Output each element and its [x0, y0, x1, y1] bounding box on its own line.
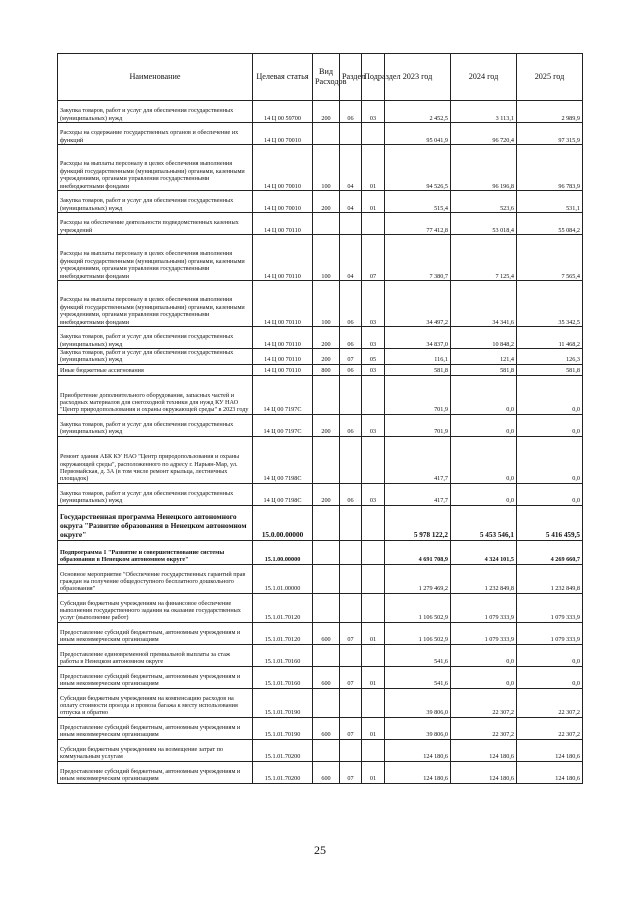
row-target-article: 15.1.00.00000	[253, 540, 313, 564]
row-value-2025: 11 468,2	[517, 327, 583, 349]
row-expense-type: 800	[313, 364, 340, 375]
row-expense-type: 200	[313, 101, 340, 123]
row-subsection: 03	[362, 327, 385, 349]
row-value-2023: 94 526,5	[385, 145, 451, 191]
row-target-article: 15.1.01.70120	[253, 593, 313, 622]
row-expense-type: 600	[313, 717, 340, 739]
header-2025: 2025 год	[517, 54, 583, 101]
row-value-2023: 417,7	[385, 483, 451, 505]
row-value-2023: 541,6	[385, 644, 451, 666]
row-expense-type: 100	[313, 281, 340, 327]
row-value-2025: 35 342,5	[517, 281, 583, 327]
row-value-2023: 116,1	[385, 349, 451, 365]
row-target-article: 14 Ц 00 70110	[253, 213, 313, 235]
row-target-article: 15.0.00.00000	[253, 505, 313, 540]
row-value-2025: 0,0	[517, 644, 583, 666]
row-value-2025: 124 180,6	[517, 739, 583, 761]
table-header-row	[58, 54, 583, 101]
row-expense-type	[313, 436, 340, 483]
row-name: Расходы на выплаты персоналу в целях обеспечения выполнения функций государственными (муниципальными) органами, казенными учреждениями, органами управления государственными внебюджетными фондами	[58, 235, 253, 281]
row-value-2024: 53 018,4	[451, 213, 517, 235]
table-row	[58, 564, 583, 593]
row-name: Закупка товаров, работ и услуг для обеспечения государственных (муниципальных) нужд	[58, 191, 253, 213]
row-value-2025: 0,0	[517, 483, 583, 505]
table-row	[58, 761, 583, 783]
row-section: 06	[340, 101, 362, 123]
row-target-article: 14 Ц 00 70110	[253, 235, 313, 281]
row-name: Государственная программа Ненецкого автономного округа "Развитие образования в Ненецком автономном округе"	[58, 505, 253, 540]
row-value-2024: 7 125,4	[451, 235, 517, 281]
header-expense-type: Вид Расходов	[313, 54, 340, 101]
table-body	[58, 101, 583, 784]
row-subsection	[362, 375, 385, 414]
row-value-2024: 4 324 101,5	[451, 540, 517, 564]
header-2024: 2024 год	[451, 54, 517, 101]
row-value-2024: 1 079 333,9	[451, 593, 517, 622]
header-2023: 2023 год	[385, 54, 451, 101]
row-value-2025: 1 079 333,9	[517, 622, 583, 644]
row-target-article: 14 Ц 00 7197С	[253, 375, 313, 414]
row-name: Субсидии бюджетным учреждениям на возмещение затрат по коммунальным услугам	[58, 739, 253, 761]
row-subsection: 03	[362, 364, 385, 375]
row-value-2025: 581,8	[517, 364, 583, 375]
row-subsection: 03	[362, 414, 385, 436]
table-row	[58, 349, 583, 365]
row-subsection: 07	[362, 235, 385, 281]
row-name: Расходы на выплаты персоналу в целях обеспечения выполнения функций государственными (муниципальными) органами, казенными учреждениями, органами управления государственными внебюджетными фондами	[58, 281, 253, 327]
row-name: Закупка товаров, работ и услуг для обеспечения государственных (муниципальных) нужд	[58, 483, 253, 505]
table-row	[58, 483, 583, 505]
row-name: Закупка товаров, работ и услуг для обеспечения государственных (муниципальных) нужд	[58, 414, 253, 436]
row-target-article: 15.1.01.70120	[253, 622, 313, 644]
row-value-2023: 39 806,0	[385, 688, 451, 717]
row-section	[340, 505, 362, 540]
row-name: Закупка товаров, работ и услуг для обеспечения государственных (муниципальных) нужд	[58, 101, 253, 123]
row-expense-type	[313, 593, 340, 622]
row-section: 07	[340, 717, 362, 739]
row-section	[340, 739, 362, 761]
row-name: Подпрограмма 1 "Развитие и совершенствование системы образования в Ненецком автономном округе"	[58, 540, 253, 564]
row-section: 07	[340, 666, 362, 688]
row-value-2024: 96 720,4	[451, 123, 517, 145]
row-value-2023: 2 452,5	[385, 101, 451, 123]
row-subsection	[362, 213, 385, 235]
row-section	[340, 213, 362, 235]
row-value-2024: 0,0	[451, 644, 517, 666]
row-expense-type: 200	[313, 483, 340, 505]
row-section: 04	[340, 191, 362, 213]
row-target-article: 15.1.01.70200	[253, 739, 313, 761]
row-value-2024: 121,4	[451, 349, 517, 365]
row-value-2025: 55 084,2	[517, 213, 583, 235]
row-subsection: 01	[362, 717, 385, 739]
row-value-2025: 0,0	[517, 436, 583, 483]
table-row	[58, 213, 583, 235]
row-subsection: 01	[362, 191, 385, 213]
row-section: 06	[340, 364, 362, 375]
table-row	[58, 739, 583, 761]
row-target-article: 15.1.01.70190	[253, 688, 313, 717]
row-name: Иные бюджетные ассигнования	[58, 364, 253, 375]
row-target-article: 15.1.01.70190	[253, 717, 313, 739]
table-row	[58, 622, 583, 644]
table-row	[58, 688, 583, 717]
row-value-2025: 0,0	[517, 666, 583, 688]
row-section	[340, 564, 362, 593]
row-subsection	[362, 593, 385, 622]
row-target-article: 14 Ц 00 70010	[253, 145, 313, 191]
row-subsection: 03	[362, 101, 385, 123]
row-target-article: 14 Ц 00 70110	[253, 349, 313, 365]
row-section	[340, 688, 362, 717]
row-value-2023: 5 978 122,2	[385, 505, 451, 540]
row-value-2025: 0,0	[517, 414, 583, 436]
table-row	[58, 375, 583, 414]
row-expense-type: 600	[313, 666, 340, 688]
row-name: Основное мероприятие "Обеспечение государственных гарантий прав граждан на получение общедоступного бесплатного дошкольного образования"	[58, 564, 253, 593]
table-row	[58, 191, 583, 213]
row-subsection	[362, 540, 385, 564]
row-section	[340, 375, 362, 414]
row-value-2024: 34 341,6	[451, 281, 517, 327]
row-expense-type	[313, 375, 340, 414]
row-name: Субсидии бюджетным учреждениям на финансовое обеспечение выполнения государственного задания на оказание государственных услуг (выполнение работ)	[58, 593, 253, 622]
row-value-2023: 34 497,2	[385, 281, 451, 327]
row-value-2023: 39 806,0	[385, 717, 451, 739]
row-subsection: 01	[362, 761, 385, 783]
row-section	[340, 644, 362, 666]
row-value-2024: 0,0	[451, 436, 517, 483]
row-value-2025: 0,0	[517, 375, 583, 414]
row-value-2023: 701,9	[385, 375, 451, 414]
row-subsection	[362, 436, 385, 483]
row-target-article: 14 Ц 00 7198С	[253, 483, 313, 505]
header-target-article: Целевая статья	[253, 54, 313, 101]
table-row	[58, 644, 583, 666]
row-subsection: 01	[362, 622, 385, 644]
row-expense-type: 200	[313, 349, 340, 365]
row-subsection	[362, 739, 385, 761]
row-expense-type: 200	[313, 414, 340, 436]
row-name: Субсидии бюджетным учреждениям на компенсацию расходов на оплату стоимости проезда и провоза багажа к месту использования отпуска и обратно	[58, 688, 253, 717]
row-subsection	[362, 564, 385, 593]
row-value-2025: 96 783,9	[517, 145, 583, 191]
row-target-article: 15.1.01.00000	[253, 564, 313, 593]
row-name: Предоставление субсидий бюджетным, автономным учреждениям и иным некоммерческим организациям	[58, 622, 253, 644]
row-value-2023: 1 106 502,9	[385, 593, 451, 622]
row-value-2023: 541,6	[385, 666, 451, 688]
row-expense-type	[313, 505, 340, 540]
row-expense-type: 600	[313, 761, 340, 783]
row-value-2024: 124 180,6	[451, 761, 517, 783]
table-row	[58, 666, 583, 688]
row-value-2023: 124 180,6	[385, 739, 451, 761]
row-expense-type	[313, 540, 340, 564]
row-value-2025: 5 416 459,5	[517, 505, 583, 540]
row-value-2023: 77 412,8	[385, 213, 451, 235]
row-section	[340, 123, 362, 145]
row-name: Расходы на выплаты персоналу в целях обеспечения выполнения функций государственными (муниципальными) органами, казенными учреждениями, органами управления государственными внебюджетными фондами	[58, 145, 253, 191]
table-row	[58, 123, 583, 145]
row-value-2024: 22 307,2	[451, 688, 517, 717]
row-target-article: 14 Ц 00 70010	[253, 191, 313, 213]
row-target-article: 14 Ц 00 70010	[253, 123, 313, 145]
row-name: Предоставление субсидий бюджетным, автономным учреждениям и иным некоммерческим организациям	[58, 717, 253, 739]
row-name: Ремонт здания АБК КУ НАО "Центр природопользования и охраны окружающей среды", расположенного по адресу г. Нарьян-Мар, ул. Первомайская, д. 3А (в том числе ремонт крыльца, лестничных площадок)	[58, 436, 253, 483]
row-target-article: 14 Ц 00 7198С	[253, 436, 313, 483]
row-value-2025: 97 315,9	[517, 123, 583, 145]
row-value-2023: 581,8	[385, 364, 451, 375]
row-value-2024: 10 848,2	[451, 327, 517, 349]
row-value-2025: 22 307,2	[517, 717, 583, 739]
row-subsection: 01	[362, 666, 385, 688]
row-value-2024: 523,6	[451, 191, 517, 213]
row-name: Расходы на содержание государственных органов и обеспечение их функций	[58, 123, 253, 145]
row-section: 07	[340, 761, 362, 783]
row-target-article: 14 Ц 00 59700	[253, 101, 313, 123]
row-target-article: 14 Ц 00 70110	[253, 281, 313, 327]
row-section: 07	[340, 622, 362, 644]
table-row	[58, 327, 583, 349]
row-target-article: 14 Ц 00 7197С	[253, 414, 313, 436]
row-target-article: 15.1.01.70160	[253, 644, 313, 666]
header-subsection: Подраздел	[362, 54, 385, 101]
row-section: 06	[340, 483, 362, 505]
row-section	[340, 593, 362, 622]
table-row	[58, 145, 583, 191]
row-expense-type	[313, 644, 340, 666]
row-value-2025: 126,3	[517, 349, 583, 365]
row-value-2023: 34 837,0	[385, 327, 451, 349]
row-value-2024: 1 079 333,9	[451, 622, 517, 644]
table-row	[58, 540, 583, 564]
row-value-2024: 0,0	[451, 375, 517, 414]
header-name: Наименование	[58, 54, 253, 101]
row-expense-type	[313, 213, 340, 235]
budget-table	[57, 53, 583, 784]
row-section: 04	[340, 235, 362, 281]
row-expense-type: 100	[313, 145, 340, 191]
row-expense-type: 100	[313, 235, 340, 281]
row-subsection: 03	[362, 281, 385, 327]
row-value-2024: 96 196,8	[451, 145, 517, 191]
table-row	[58, 414, 583, 436]
row-subsection	[362, 123, 385, 145]
row-value-2024: 5 453 546,1	[451, 505, 517, 540]
row-section: 06	[340, 281, 362, 327]
row-value-2024: 0,0	[451, 414, 517, 436]
table-row	[58, 717, 583, 739]
row-target-article: 14 Ц 00 70110	[253, 364, 313, 375]
row-value-2024: 0,0	[451, 483, 517, 505]
table-row	[58, 281, 583, 327]
row-name: Приобретение дополнительного оборудования, запасных частей и расходных материалов для снегоходной техники для нужд КУ НАО "Центр природопользования и охраны окружающей среды" в 2023 году	[58, 375, 253, 414]
row-value-2023: 1 279 469,2	[385, 564, 451, 593]
row-expense-type	[313, 739, 340, 761]
row-expense-type: 200	[313, 191, 340, 213]
row-value-2025: 7 565,4	[517, 235, 583, 281]
row-value-2023: 417,7	[385, 436, 451, 483]
row-name: Закупка товаров, работ и услуг для обеспечения государственных (муниципальных) нужд	[58, 349, 253, 365]
row-name: Предоставление субсидий бюджетным, автономным учреждениям и иным некоммерческим организациям	[58, 761, 253, 783]
table-row	[58, 235, 583, 281]
row-target-article: 14 Ц 00 70110	[253, 327, 313, 349]
row-section: 06	[340, 414, 362, 436]
row-expense-type	[313, 688, 340, 717]
row-value-2024: 581,8	[451, 364, 517, 375]
header-section: Раздел	[340, 54, 362, 101]
row-subsection: 05	[362, 349, 385, 365]
row-section: 04	[340, 145, 362, 191]
row-section: 07	[340, 349, 362, 365]
row-value-2024: 22 307,2	[451, 717, 517, 739]
row-value-2025: 531,1	[517, 191, 583, 213]
row-value-2023: 515,4	[385, 191, 451, 213]
row-name: Предоставление единовременной премиальной выплаты за стаж работы в Ненецком автономном округе	[58, 644, 253, 666]
row-subsection	[362, 688, 385, 717]
row-subsection	[362, 505, 385, 540]
row-value-2025: 2 989,9	[517, 101, 583, 123]
row-value-2023: 95 041,9	[385, 123, 451, 145]
table-row	[58, 436, 583, 483]
row-value-2023: 701,9	[385, 414, 451, 436]
row-value-2025: 4 269 660,7	[517, 540, 583, 564]
row-section	[340, 436, 362, 483]
table-row	[58, 101, 583, 123]
table-row	[58, 364, 583, 375]
row-subsection: 03	[362, 483, 385, 505]
row-name: Предоставление субсидий бюджетным, автономным учреждениям и иным некоммерческим организациям	[58, 666, 253, 688]
row-expense-type: 600	[313, 622, 340, 644]
row-value-2025: 1 232 849,8	[517, 564, 583, 593]
row-value-2023: 1 106 502,9	[385, 622, 451, 644]
row-value-2024: 0,0	[451, 666, 517, 688]
row-value-2024: 124 180,6	[451, 739, 517, 761]
row-value-2023: 4 691 708,9	[385, 540, 451, 564]
row-section: 06	[340, 327, 362, 349]
row-value-2025: 1 079 333,9	[517, 593, 583, 622]
row-expense-type	[313, 123, 340, 145]
row-value-2023: 7 380,7	[385, 235, 451, 281]
row-name: Расходы на обеспечение деятельности подведомственных казенных учреждений	[58, 213, 253, 235]
row-subsection: 01	[362, 145, 385, 191]
page-number: 25	[314, 843, 326, 857]
row-target-article: 15.1.01.70160	[253, 666, 313, 688]
row-expense-type	[313, 564, 340, 593]
table-row	[58, 593, 583, 622]
row-name: Закупка товаров, работ и услуг для обеспечения государственных (муниципальных) нужд	[58, 327, 253, 349]
row-expense-type: 200	[313, 327, 340, 349]
budget-document-page	[57, 53, 582, 784]
row-value-2023: 124 180,6	[385, 761, 451, 783]
row-value-2025: 124 180,6	[517, 761, 583, 783]
row-target-article: 15.1.01.70200	[253, 761, 313, 783]
row-value-2025: 22 307,2	[517, 688, 583, 717]
row-value-2024: 3 113,1	[451, 101, 517, 123]
row-value-2024: 1 232 849,8	[451, 564, 517, 593]
table-row	[58, 505, 583, 540]
row-subsection	[362, 644, 385, 666]
row-section	[340, 540, 362, 564]
